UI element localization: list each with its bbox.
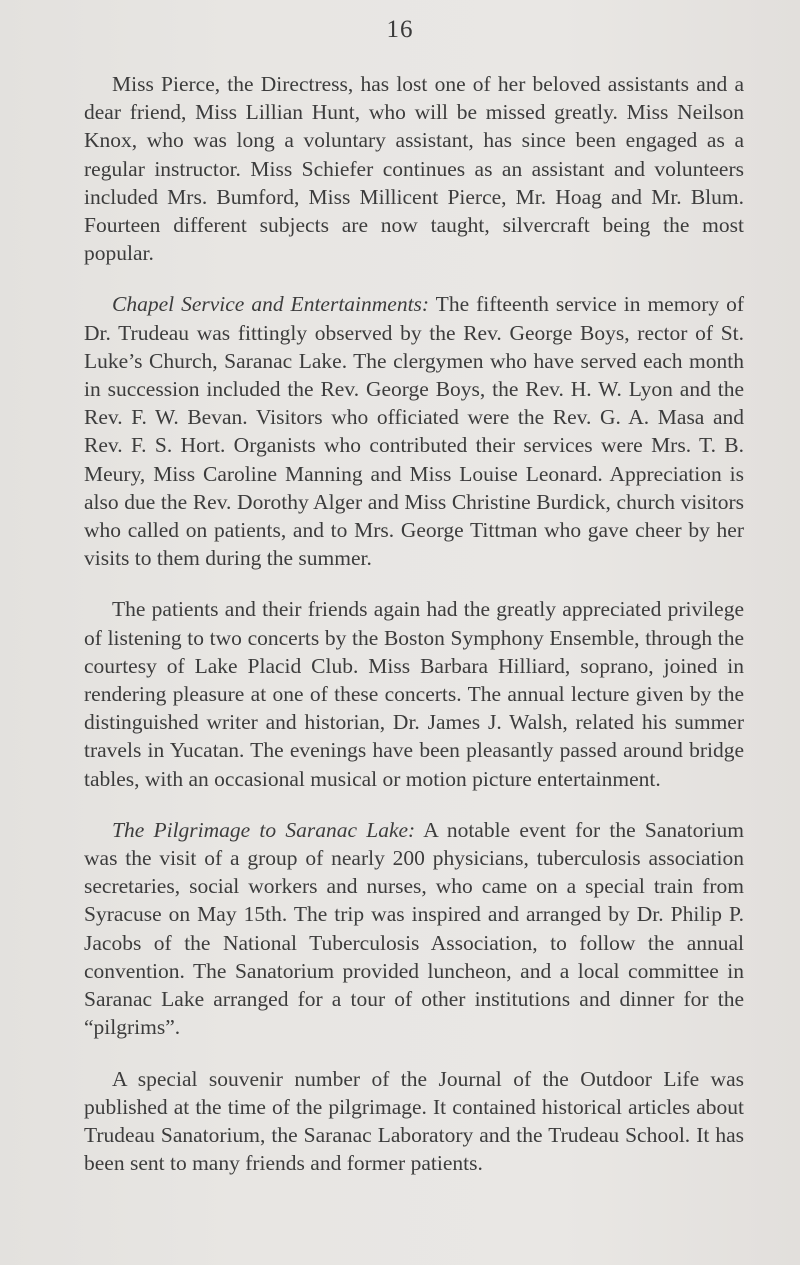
paragraph-text: The fifteenth service in memory of Dr. Trudeau was fittingly observed by the Rev. George Boys, rector of St. Luke’s Church, Saranac Lake. The clergymen who have served each month in succession included the Rev. George Boys, the Rev. H. W. Lyon and the Rev. F. W. Bevan. Visitors who officiated were the Rev. G. A. Masa and Rev. F. S. Hort. Organists who contributed their services were Mrs. T. B. Meury, Miss Caroline Manning and Miss Louise Leonard. Appreciation is also due the Rev. Dorothy Alger and Miss Christine Burdick, church visitors who called on patients, and to Mrs. George Tittman who gave cheer by her visits to them during the summer.	[84, 292, 744, 571]
paragraph-text: The patients and their friends again had the greatly appreciated privilege of listening to two concerts by the Boston Symphony Ensemble, through the courtesy of Lake Placid Club. Miss Barbara Hilliard, soprano, joined in rendering pleasure at one of these concerts. The annual lecture given by the distinguished writer and historian, Dr. James J. Walsh, related his summer travels in Yucatan. The evenings have been pleasantly passed around bridge tables, with an occasional musical or motion picture entertainment.	[84, 597, 744, 791]
body-text	[84, 70, 744, 1200]
paragraph-concerts	[84, 595, 744, 792]
paragraph-occupational-therapy	[84, 70, 744, 267]
paragraph-pilgrimage	[84, 816, 744, 1042]
paragraph-text: A notable event for the Sanatorium was the visit of a group of nearly 200 physicians, tuberculosis association secretaries, social workers and nurses, who came on a special train from Syracuse on May 15th. The trip was inspired and arranged by Dr. Philip P. Jacobs of the National Tuberculosis Association, to follow the annual convention. The Sanatorium provided luncheon, and a local committee in Saranac Lake arranged for a tour of other institutions and dinner for the “pilgrims”.	[84, 817, 745, 1040]
page-number: 16	[386, 16, 414, 43]
paragraph-text: Miss Pierce, the Directress, has lost one of her beloved assistants and a dear friend, Miss Lillian Hunt, who will be missed greatly. Miss Neilson Knox, who was long a voluntary assistant, has since been engaged as a regular instructor. Miss Schiefer continues as an assistant and volunteers included Mrs. Bumford, Miss Millicent Pierce, Mr. Hoag and Mr. Blum. Fourteen different subjects are now taught, silvercraft being the most popular.	[84, 72, 744, 266]
paragraph-souvenir-journal	[84, 1065, 744, 1178]
paragraph-chapel-service	[84, 290, 744, 572]
paragraph-text: A special souvenir number of the Journal of the Outdoor Life was published at the time of the pilgrimage. It contained historical articles about Trudeau Sanatorium, the Saranac Laboratory and the Trudeau School. It has been sent to many friends and former patients.	[84, 1066, 744, 1176]
paragraph-heading: The Pilgrimage to Saranac Lake:	[112, 817, 416, 842]
paragraph-heading: Chapel Service and Entertainments:	[112, 292, 430, 317]
